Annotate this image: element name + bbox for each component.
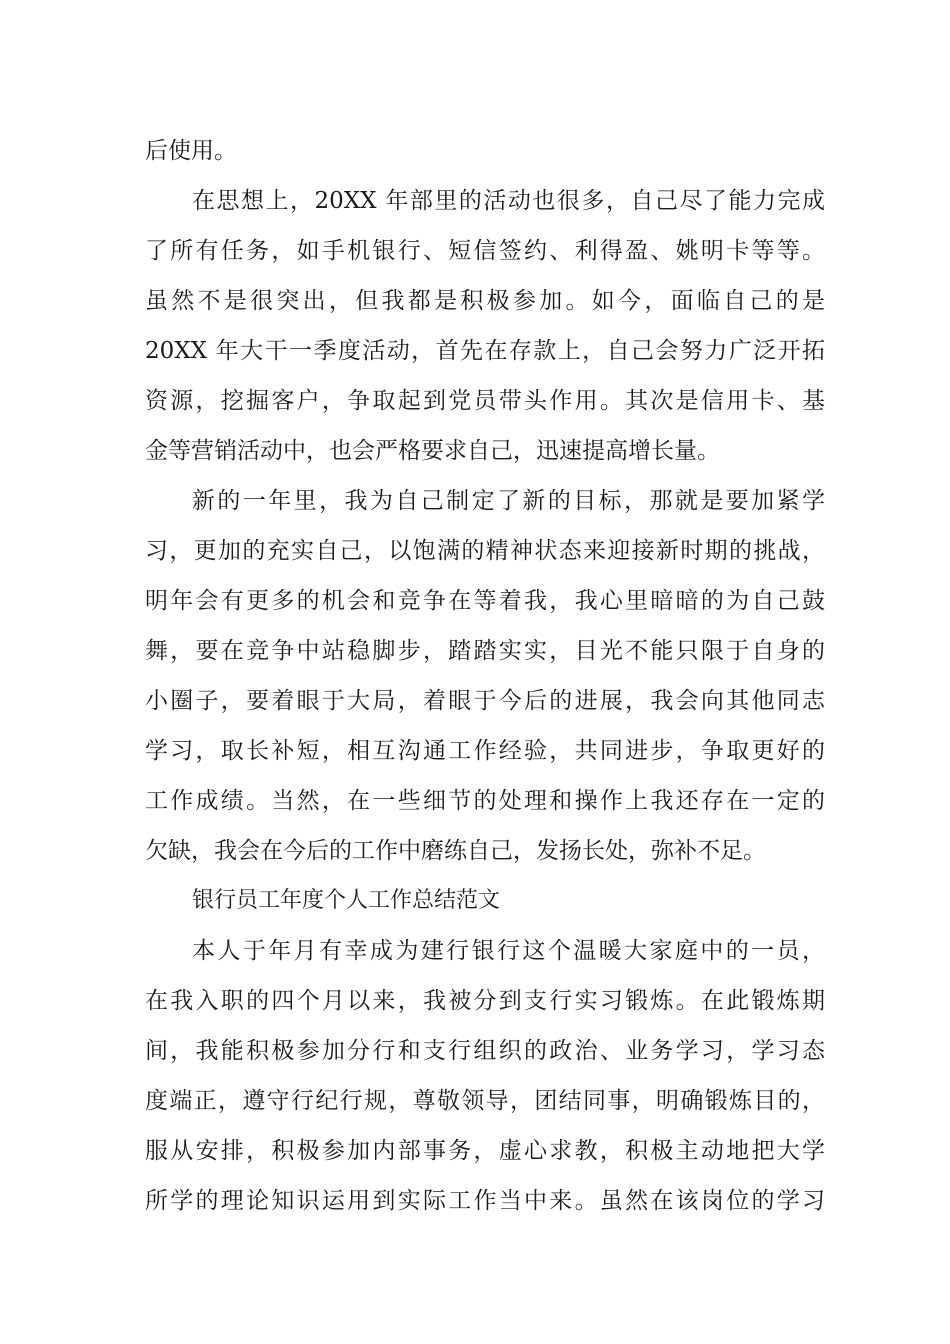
text-line: 欠缺，我会在今后的工作中磨练自己，发扬长处，弥补不足。 <box>145 838 766 864</box>
text-line: 在思想上，20XX 年部里的活动也很多，自己尽了能力完成 <box>192 188 825 214</box>
text-line: 服从安排，积极参加内部事务，虚心求教，积极主动地把大学 <box>145 1138 825 1164</box>
text-line: 所学的理论知识运用到实际工作当中来。虽然在该岗位的学习 <box>145 1188 825 1214</box>
text-line: 度端正，遵守行纪行规，尊敬领导，团结同事，明确锻炼目的， <box>145 1088 825 1114</box>
section-heading: 银行员工年度个人工作总结范文 <box>192 888 501 913</box>
text-line: 小圈子，要着眼于大局，着眼于今后的进展，我会向其他同志 <box>145 688 825 714</box>
text-line: 虽然不是很突出，但我都是积极参加。如今，面临自己的是 <box>145 288 825 314</box>
text-line: 资源，挖掘客户，争取起到党员带头作用。其次是信用卡、基 <box>145 388 825 414</box>
text-line: 了所有任务，如手机银行、短信签约、利得盈、姚明卡等等。 <box>145 238 825 264</box>
text-line: 新的一年里，我为自己制定了新的目标，那就是要加紧学 <box>192 488 825 514</box>
text-line: 金等营销活动中，也会严格要求自己，迅速提高增长量。 <box>145 438 720 464</box>
text-line: 后使用。 <box>145 138 237 164</box>
body-text <box>145 126 825 1226</box>
text-line: 在我入职的四个月以来，我被分到支行实习锻炼。在此锻炼期 <box>145 988 825 1014</box>
text-line: 20XX 年大干一季度活动，首先在存款上，自己会努力广泛开拓 <box>145 338 825 364</box>
text-line: 本人于年月有幸成为建行银行这个温暖大家庭中的一员， <box>192 938 825 964</box>
text-line: 工作成绩。当然，在一些细节的处理和操作上我还存在一定的 <box>145 788 825 814</box>
text-line: 间，我能积极参加分行和支行组织的政治、业务学习，学习态 <box>145 1038 825 1064</box>
text-line: 明年会有更多的机会和竞争在等着我，我心里暗暗的为自己鼓 <box>145 588 825 614</box>
text-line: 舞，要在竞争中站稳脚步，踏踏实实，目光不能只限于自身的 <box>145 638 825 664</box>
text-line: 学习，取长补短，相互沟通工作经验，共同进步，争取更好的 <box>145 738 825 764</box>
text-line: 习，更加的充实自己，以饱满的精神状态来迎接新时期的挑战， <box>145 538 825 564</box>
